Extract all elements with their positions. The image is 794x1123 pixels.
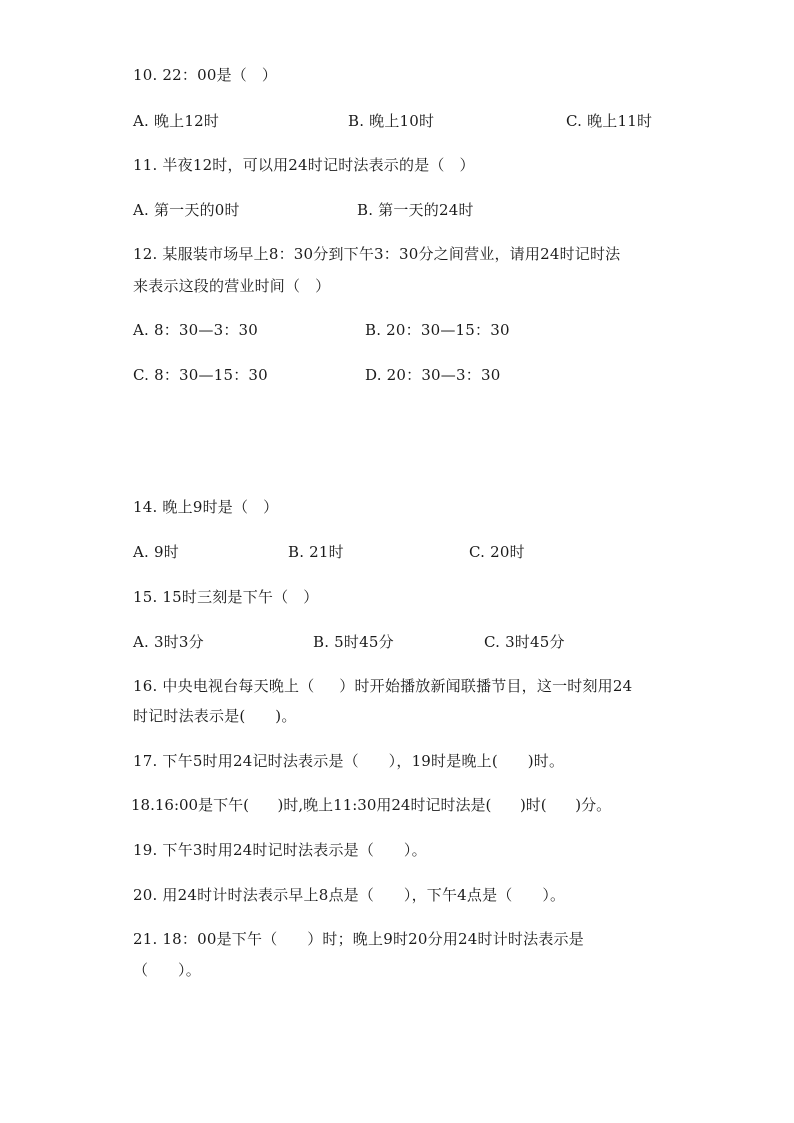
- question-16-line1: 16. 中央电视台每天晚上（ ）时开始播放新闻联播节目，这一时刻用24: [133, 677, 633, 695]
- question-11-stem: 11. 半夜12时，可以用24时记时法表示的是（ ）: [133, 156, 475, 174]
- question-21-line1: 21. 18：00是下午（ ）时；晚上9时20分用24时计时法表示是: [133, 930, 584, 948]
- question-16-line2: 时记时法表示是( )。: [133, 707, 297, 725]
- question-18: 18.16:00是下午( )时,晚上11:30用24时记时法是( )时( )分。: [131, 796, 612, 814]
- question-14-option-a: A. 9时: [133, 543, 179, 561]
- question-15-stem: 15. 15时三刻是下午（ ）: [133, 588, 319, 606]
- question-17: 17. 下午5时用24记时法表示是（ ），19时是晚上( )时。: [133, 752, 565, 770]
- question-14-stem: 14. 晚上9时是（ ）: [133, 498, 279, 516]
- question-15-option-c: C. 3时45分: [484, 633, 565, 651]
- question-10-option-a: A. 晚上12时: [133, 112, 220, 130]
- question-10-option-c: C. 晚上11时: [566, 112, 653, 130]
- question-10-option-b: B. 晚上10时: [348, 112, 435, 130]
- question-14-option-c: C. 20时: [469, 543, 525, 561]
- question-12-option-b: B. 20：30—15：30: [365, 321, 510, 339]
- question-10-stem: 10. 22：00是（ ）: [133, 66, 278, 84]
- question-12-stem-line2: 来表示这段的营业时间（ ）: [133, 277, 331, 295]
- question-12-option-c: C. 8：30—15：30: [133, 366, 268, 384]
- question-12-stem-line1: 12. 某服装市场早上8：30分到下午3：30分之间营业，请用24时记时法: [133, 245, 621, 263]
- question-14-option-b: B. 21时: [288, 543, 344, 561]
- question-11-option-a: A. 第一天的0时: [133, 201, 240, 219]
- question-11-option-b: B. 第一天的24时: [357, 201, 474, 219]
- question-21-line2: （ ）。: [133, 961, 201, 979]
- question-15-option-a: A. 3时3分: [133, 633, 204, 651]
- question-12-option-a: A. 8：30—3：30: [133, 321, 259, 339]
- question-15-option-b: B. 5时45分: [313, 633, 394, 651]
- question-19: 19. 下午3时用24时记时法表示是（ ）。: [133, 841, 427, 859]
- question-20: 20. 用24时计时法表示早上8点是（ ），下午4点是（ ）。: [133, 886, 566, 904]
- question-12-option-d: D. 20：30—3：30: [365, 366, 501, 384]
